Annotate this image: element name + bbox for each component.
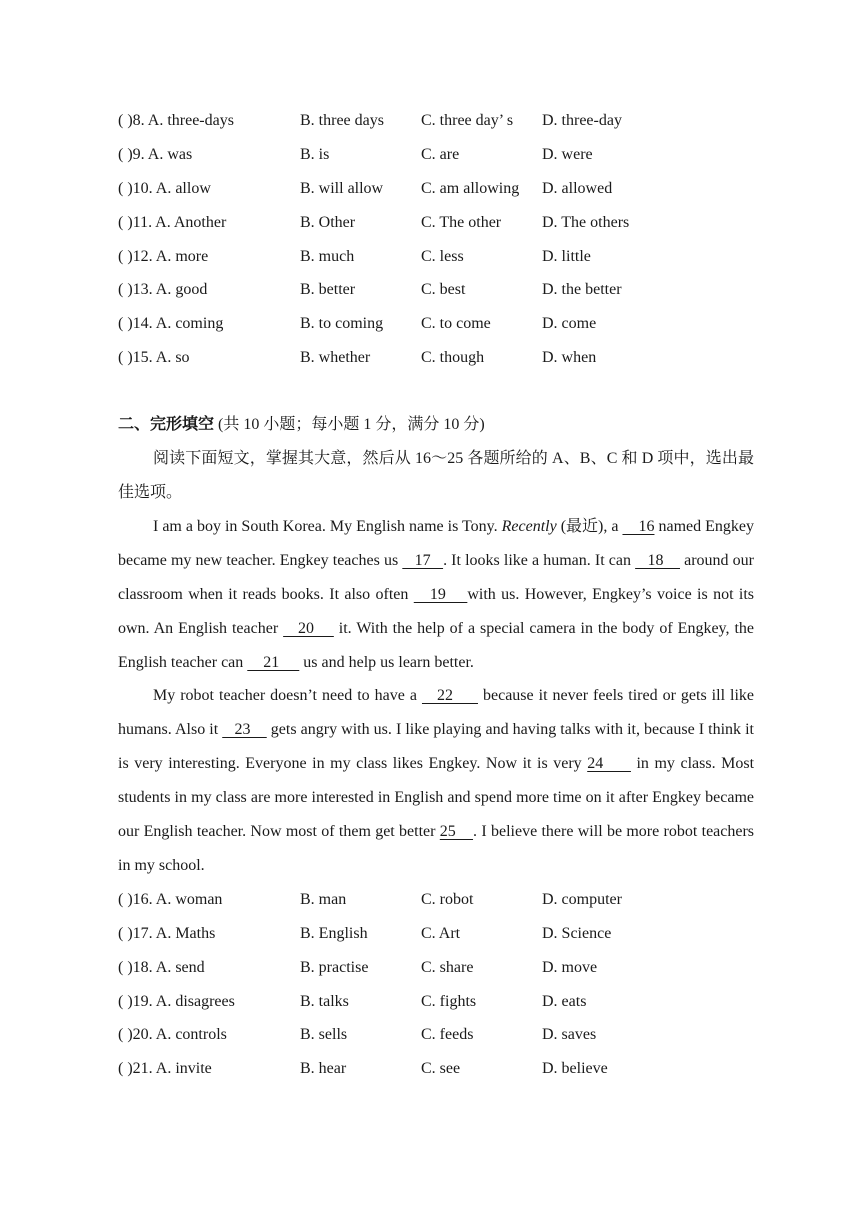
option-b: B. man <box>300 890 347 908</box>
question-stem: ( )13. A. good <box>118 281 208 299</box>
option-c: C. best <box>421 281 466 299</box>
passage-text: . It looks like a human. It can <box>443 551 636 569</box>
option-c: C. though <box>421 349 485 367</box>
question-stem: ( )9. A. was <box>118 145 193 163</box>
question-row <box>118 883 754 917</box>
option-d: D. allowed <box>542 179 613 197</box>
option-d: D. computer <box>542 890 622 908</box>
option-b: B. Other <box>300 213 356 231</box>
option-b: B. to coming <box>300 315 384 333</box>
passage-paragraph-1 <box>118 510 754 680</box>
option-b: B. much <box>300 247 355 265</box>
option-c: C. see <box>421 1060 461 1078</box>
question-stem: ( )16. A. woman <box>118 890 223 908</box>
passage-text: because it never feels tired or gets ill like humans. Also it <box>118 687 755 739</box>
option-d: D. little <box>542 247 591 265</box>
option-c: C. robot <box>421 890 474 908</box>
question-list-2 <box>118 883 754 1086</box>
question-row <box>118 985 754 1019</box>
question-row <box>118 104 754 138</box>
passage-italic-word: Recently <box>501 517 557 535</box>
option-c: C. share <box>421 958 474 976</box>
option-d: D. come <box>542 315 597 333</box>
option-c: C. are <box>421 145 460 163</box>
passage-paragraph-2 <box>118 679 754 882</box>
option-d: D. believe <box>542 1060 608 1078</box>
option-c: C. feeds <box>421 1026 474 1044</box>
option-b: B. is <box>300 145 330 163</box>
blank-17: 17 <box>402 551 444 569</box>
passage-text: us and help us learn better. <box>299 653 474 671</box>
passage-text: with us. However, Engkey’s voice is not its own. An English teacher <box>118 585 755 637</box>
question-row <box>118 917 754 951</box>
blank-25: 25 <box>439 823 474 841</box>
section-heading <box>118 408 754 442</box>
question-row <box>118 307 754 341</box>
passage-text: gets angry with us. I like playing and having talks with it, because I think it is very interesting. Everyone in my class likes Engkey. Now it is very <box>118 721 755 773</box>
blank-16: 16 <box>622 517 655 535</box>
question-row <box>118 172 754 206</box>
question-row <box>118 1018 754 1052</box>
passage-text: around our classroom when it reads books. It also often <box>118 551 755 603</box>
option-d: D. were <box>542 145 593 163</box>
question-row <box>118 951 754 985</box>
option-b: B. will allow <box>300 179 384 197</box>
option-b: B. whether <box>300 349 371 367</box>
question-row <box>118 206 754 240</box>
option-c: C. less <box>421 247 464 265</box>
passage-text: My robot teacher doesn’t need to have a <box>153 687 422 705</box>
question-row <box>118 1052 754 1086</box>
question-stem: ( )17. A. Maths <box>118 924 216 942</box>
option-d: D. The others <box>542 213 630 231</box>
blank-18: 18 <box>635 551 680 569</box>
option-d: D. move <box>542 958 598 976</box>
question-row <box>118 138 754 172</box>
question-stem: ( )11. A. Another <box>118 213 227 231</box>
question-stem: ( )18. A. send <box>118 958 205 976</box>
exam-page <box>118 104 754 1086</box>
question-stem: ( )10. A. allow <box>118 179 211 197</box>
question-stem: ( )20. A. controls <box>118 1026 227 1044</box>
section-score-note: (共 10 小题；每小题 1 分，满分 10 分) <box>214 416 485 434</box>
blank-20: 20 <box>283 619 334 637</box>
section-spacer <box>118 375 754 408</box>
option-b: B. talks <box>300 992 349 1010</box>
option-b: B. sells <box>300 1026 348 1044</box>
question-stem: ( )21. A. invite <box>118 1060 212 1078</box>
option-b: B. better <box>300 281 356 299</box>
option-d: D. saves <box>542 1026 597 1044</box>
option-c: C. to come <box>421 315 491 333</box>
option-d: D. eats <box>542 992 587 1010</box>
question-row <box>118 341 754 375</box>
passage-text: it. With the help of a special camera in the body of Engkey, the English teacher can <box>118 619 755 671</box>
question-stem: ( )8. A. three-days <box>118 112 234 129</box>
option-d: D. when <box>542 349 597 367</box>
option-c: C. am allowing <box>421 179 520 197</box>
question-row <box>118 273 754 307</box>
option-c: C. fights <box>421 992 477 1010</box>
passage-text: . I believe there will be more robot teachers in my school. <box>118 823 755 874</box>
passage-text: named Engkey became my new teacher. Engkey teaches us <box>118 517 754 569</box>
section-title: 二、完形填空 <box>118 416 215 434</box>
question-stem: ( )14. A. coming <box>118 315 224 333</box>
option-b: B. hear <box>300 1060 347 1078</box>
question-row <box>118 240 754 274</box>
question-stem: ( )19. A. disagrees <box>118 992 235 1010</box>
blank-21: 21 <box>247 653 300 671</box>
option-d: D. Science <box>542 924 612 942</box>
blank-22: 22 <box>421 687 478 705</box>
option-b: B. English <box>300 924 368 942</box>
passage-text: (最近), a <box>556 517 623 535</box>
option-c: C. three day’ s <box>421 112 514 129</box>
passage-text: in my class. Most students in my class are more interested in English and spend more time on it after Engkey became our English teacher. Now most of them get better <box>118 755 755 841</box>
option-d: D. the better <box>542 281 622 299</box>
blank-19: 19 <box>413 585 468 603</box>
question-stem: ( )15. A. so <box>118 349 190 367</box>
section-instruction: 阅读下面短文，掌握其大意，然后从 16～25 各题所给的 A、B、C 和 D 项中，选出最佳选项。 <box>118 450 754 502</box>
blank-23: 23 <box>222 721 267 739</box>
option-b: B. three days <box>300 112 384 129</box>
question-list-1 <box>118 104 754 375</box>
passage-text: I am a boy in South Korea. My English name is Tony. <box>153 517 502 535</box>
option-c: C. Art <box>421 924 461 942</box>
option-d: D. three-day <box>542 112 622 129</box>
option-b: B. practise <box>300 958 369 976</box>
option-c: C. The other <box>421 213 502 231</box>
blank-24: 24 <box>587 755 631 773</box>
question-stem: ( )12. A. more <box>118 247 209 265</box>
